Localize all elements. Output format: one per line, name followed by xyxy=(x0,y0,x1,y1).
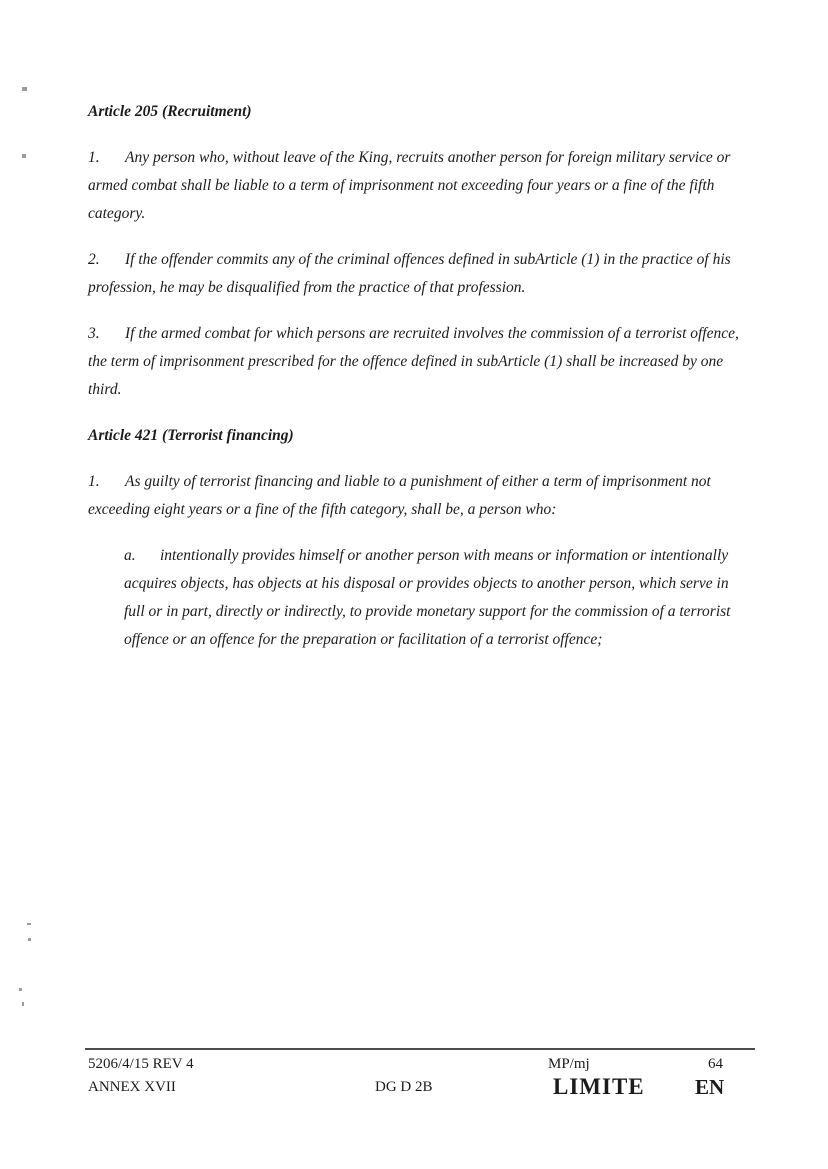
article-421-heading: Article 421 (Terrorist financing) xyxy=(88,427,294,444)
annex-label: ANNEX XVII xyxy=(88,1079,176,1095)
language-code: EN xyxy=(695,1075,725,1099)
drafter-initials: MP/mj xyxy=(548,1056,590,1072)
paragraph-text: Any person who, without leave of the King, recruits another person for foreign military service or armed combat shall be liable to a term of imprisonment not exceeding four years or a fine of the fifth category. xyxy=(88,149,731,222)
directorate-general-label: DG D 2B xyxy=(375,1079,433,1095)
paragraph-text: intentionally provides himself or another person with means or information or intentionally acquires objects, has objects at his disposal or provides objects to another person, which serve in full or in part, directly or indirectly, to provide monetary support for the commission of a terrorist offence or an offence for the preparation or facilitation of a terrorist offence; xyxy=(124,547,731,648)
article-205-paragraph-2 xyxy=(88,246,740,302)
scan-artifact xyxy=(19,988,22,991)
article-421-subparagraph-a xyxy=(88,542,740,654)
page-number: 64 xyxy=(708,1056,723,1072)
article-205-paragraph-3 xyxy=(88,320,740,404)
scan-artifact xyxy=(22,1002,24,1006)
article-421-paragraph-1 xyxy=(88,468,740,524)
paragraph-number: 1. xyxy=(88,149,100,166)
paragraph-text: As guilty of terrorist financing and liable to a punishment of either a term of imprisonment not exceeding eight years or a fine of the fifth category, shall be, a person who: xyxy=(88,473,711,518)
document-body xyxy=(88,98,740,672)
scan-artifact xyxy=(27,923,31,925)
paragraph-number: 1. xyxy=(88,473,100,490)
paragraph-number: 2. xyxy=(88,251,100,268)
paragraph-text: If the armed combat for which persons are recruited involves the commission of a terrorist offence, the term of imprisonment prescribed for the offence defined in subArticle (1) shall be increased by one third. xyxy=(88,325,739,398)
subparagraph-letter: a. xyxy=(124,547,136,564)
document-footer xyxy=(0,1050,828,1130)
scan-artifact xyxy=(28,938,31,941)
classification-marking: LIMITE xyxy=(553,1074,645,1099)
paragraph-text: If the offender commits any of the criminal offences defined in subArticle (1) in the practice of his profession, he may be disqualified from the practice of that profession. xyxy=(88,251,731,296)
document-reference: 5206/4/15 REV 4 xyxy=(88,1056,194,1072)
paragraph-number: 3. xyxy=(88,325,100,342)
article-205-heading: Article 205 (Recruitment) xyxy=(88,103,252,120)
article-205-paragraph-1 xyxy=(88,144,740,228)
scan-artifact xyxy=(22,154,26,158)
scan-artifact xyxy=(22,87,27,91)
